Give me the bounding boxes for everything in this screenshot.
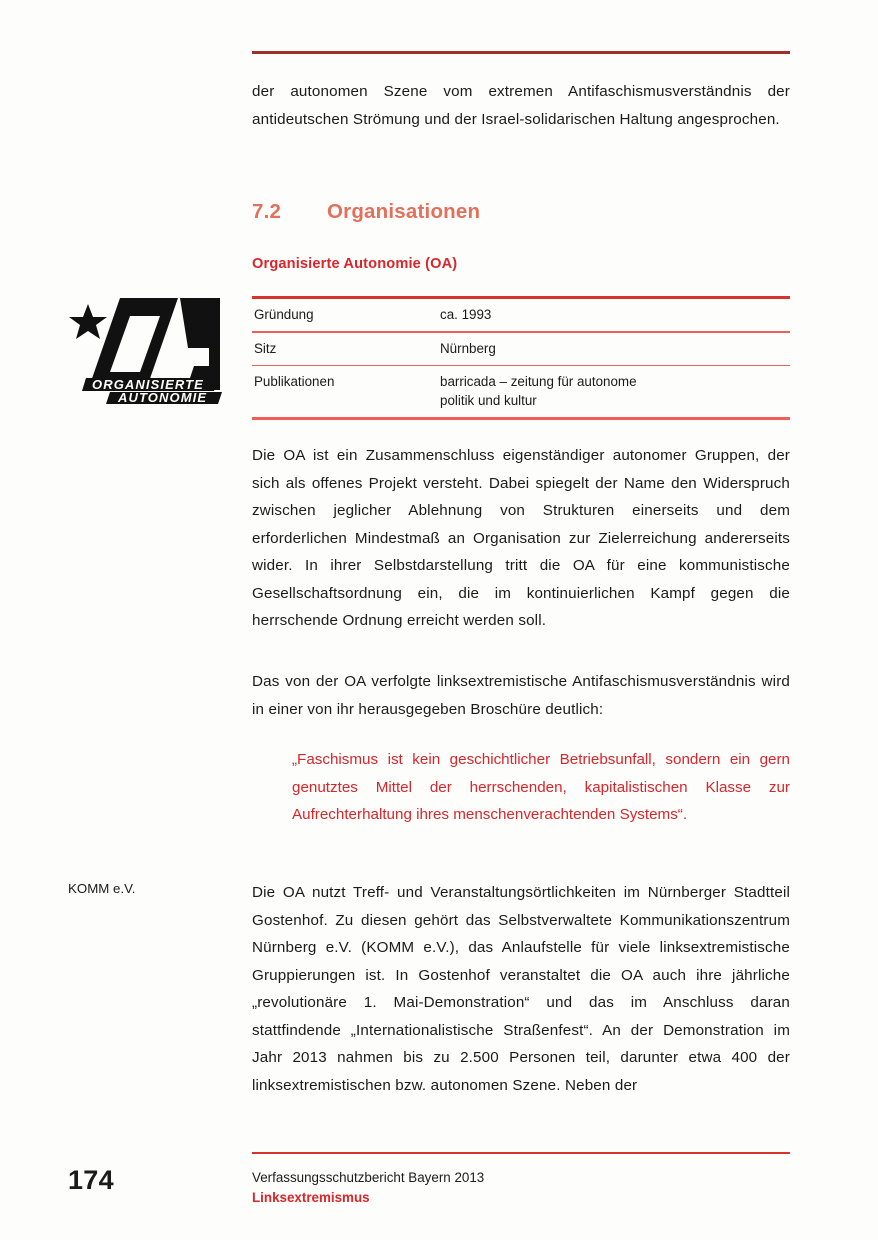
paragraph-3-block (252, 879, 790, 1099)
table-cell-key: Publikationen (254, 374, 335, 390)
organisation-info-table (252, 296, 790, 420)
table-row (252, 333, 790, 365)
table-rule-bottom (252, 417, 790, 419)
footer-report-title: Verfassungsschutzbericht Bayern 2013 (252, 1170, 485, 1185)
table-cell-value (440, 299, 790, 331)
sub-heading: Organisierte Autonomie (OA) (252, 256, 458, 272)
oa-logo-icon (68, 292, 226, 404)
table-cell-value-line2: politik und kultur (440, 393, 537, 409)
table-cell-value (440, 333, 790, 365)
table-cell-value (440, 366, 790, 417)
page-top-rule (252, 51, 790, 54)
paragraph-2-block (252, 668, 790, 723)
table-cell-key: Gründung (254, 307, 314, 322)
table-cell-value-line1: ca. 1993 (440, 307, 492, 322)
section-heading-title: Organisationen (327, 200, 481, 223)
continued-paragraph-block (252, 78, 790, 133)
footer-rule (252, 1152, 790, 1154)
svg-text:AUTONOMIE: AUTONOMIE (118, 390, 208, 404)
table-cell-key: Sitz (254, 340, 277, 356)
paragraph-1-block (252, 442, 790, 635)
section-heading (252, 200, 790, 224)
page-number: 174 (68, 1165, 114, 1195)
footer-chapter-title: Linksextremismus (252, 1190, 370, 1205)
margin-note-komm: KOMM e.V. (68, 881, 136, 896)
paragraph-2: Das von der OA verfolgte linksextremistische Antifaschismusverständnis wird in einer von ihr herausgegeben Broschüre deutlich: (252, 673, 790, 718)
table-cell-value-line1: Nürnberg (440, 340, 496, 356)
svg-text:ORGANISIERTE: ORGANISIERTE (92, 377, 204, 392)
table-row (252, 299, 790, 331)
table-row (252, 366, 790, 417)
paragraph-3: Die OA nutzt Treff- und Veranstaltungsörtlichkeiten im Nürnberger Stadtteil Gostenhof. Zu diesen gehört das Selbstverwaltete Kommunikationszentrum Nürnberg e.V. (KOMM e.V.), das Anlaufstelle für viele linksextremistische Gruppierungen ist. In Gostenhof veranstaltet die OA auch ihre jährliche „revolutionäre 1. Mai-Demonstration“ und das im Anschluss daran stattfindende „Internationalistische Straßenfest“. An der Demonstration im Jahr 2013 nahmen bis zu 2.500 Personen teil, darunter etwa 400 der linksextremistischen bzw. autonomen Szene. Neben der (252, 884, 790, 1094)
footer (252, 1168, 790, 1208)
oa-logo (68, 292, 226, 404)
table-cell-value-line1: barricada – zeitung für autonome (440, 374, 637, 390)
paragraph-1: Die OA ist ein Zusammenschluss eigenständiger autonomer Gruppen, der sich als offenes Projekt versteht. Dabei spiegelt der Name den Widerspruch zwischen jeglicher Ablehnung von Strukturen einerseits und dem erforderlichen Mindestmaß an Organisation zur Zielerreichung andererseits wider. In ihrer Selbstdarstellung tritt die OA für eine kommunistische Gesellschaftsordnung ein, die im kontinuierlichen Kampf gegen die herrschende Ordnung erreicht werden soll. (252, 447, 790, 629)
pull-quote: „Faschismus ist kein geschichtlicher Betriebsunfall, sondern ein gern genutztes Mittel der herrschenden, kapitalistischen Klasse zur Aufrechterhaltung ihres menschenverachtenden Systems“. (292, 751, 790, 823)
section-heading-number: 7.2 (252, 200, 282, 223)
continued-paragraph: der autonomen Szene vom extremen Antifaschismusverständnis der antideutschen Strömung und der Israel-solidarischen Haltung angesprochen. (252, 83, 790, 128)
